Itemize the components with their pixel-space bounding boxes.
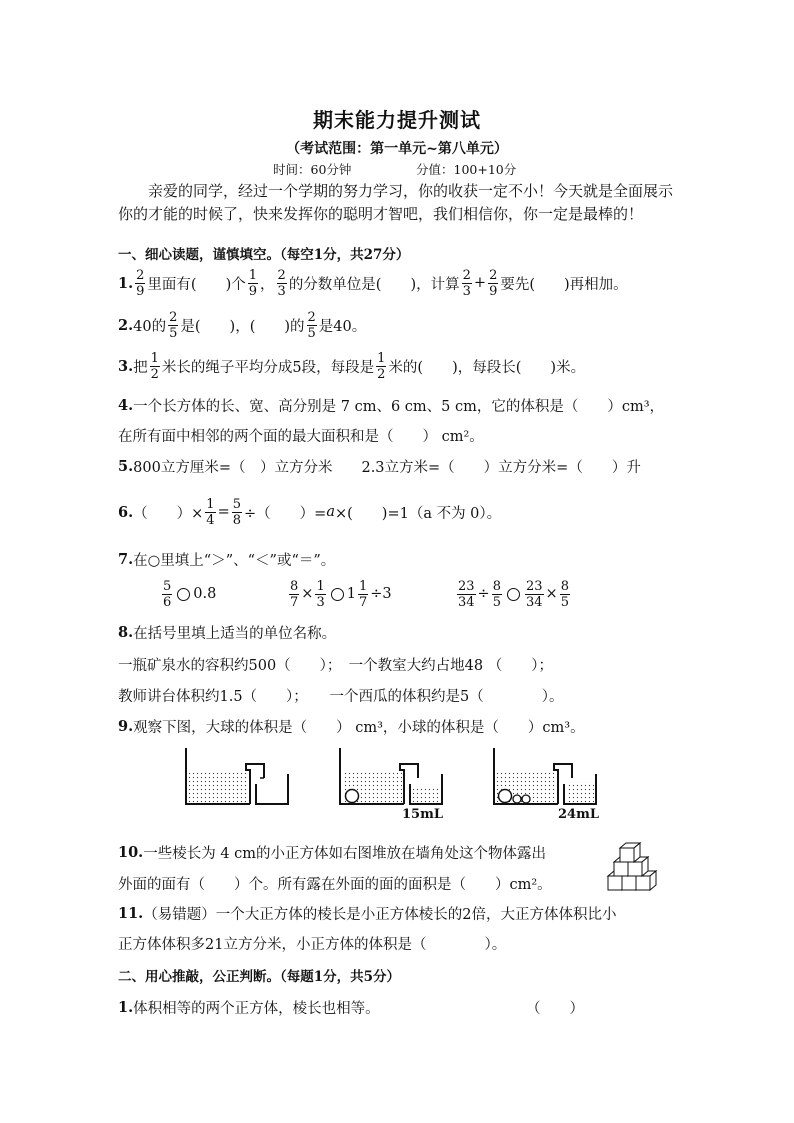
fraction: $\frac{8}{5}$ — [492, 578, 501, 610]
fraction: $\frac{1}{2}$ — [377, 350, 386, 382]
judgement-answer-paren: （ ） — [526, 1001, 584, 1017]
question-number: 11. — [118, 905, 144, 922]
question-10-line-2: 外面的面有（ ）个。所有露在外面的面的面积是（ ）cm²。 — [118, 877, 552, 893]
fraction: $\frac{23}{34}$ — [525, 578, 543, 610]
large-ball — [499, 790, 512, 803]
question-6 — [118, 492, 501, 532]
question-text: + — [473, 275, 487, 291]
water-beakers-figure — [180, 744, 610, 824]
page-title: 期末能力提升测试 — [313, 108, 481, 132]
compare-expression-3: $\frac{23}{34}$ ÷ $\frac{8}{5}$ $\frac{23}{34}$ × $\frac{8}{5}$ — [458, 578, 569, 610]
question-text: 是( )，( )的 — [180, 318, 305, 335]
question-number: 3. — [118, 357, 134, 375]
question-8-line-2: 教师讲台体积约1.5（ ）； 一个西瓜的体积约是5（ ）。 — [118, 689, 564, 705]
judgement-question-1 — [118, 997, 380, 1018]
large-ball — [346, 790, 359, 803]
fraction: $\frac{2}{9}$ — [136, 267, 145, 299]
question-1 — [118, 264, 628, 302]
question-9 — [118, 716, 585, 737]
compare-circle — [331, 588, 344, 601]
question-5 — [118, 456, 641, 477]
intro-paragraph: 亲爱的同学，经过一个学期的努力学习，你的收获一定不小！今天就是全面展示你的才能的时候了，快来发挥你的聪明才智吧，我们相信你，你一定是最棒的！ — [118, 182, 674, 223]
question-number: 1. — [118, 274, 134, 292]
question-text: 40的 — [133, 318, 167, 335]
compare-expression-1: $\frac{5}{6}$ 0.8 — [163, 578, 217, 610]
question-number: 1. — [118, 999, 134, 1016]
question-3 — [118, 347, 585, 385]
question-number: 9. — [118, 718, 134, 735]
fraction: $\frac{1}{3}$ — [316, 578, 325, 610]
variable-a: a — [326, 504, 335, 520]
question-8-line-1: 一瓶矿泉水的容积约500（ ）； 一个教室大约占地48 （ ）； — [118, 658, 553, 674]
stacked-cubes-figure — [600, 830, 670, 898]
question-text: 观察下图，大球的体积是（ ） cm³，小球的体积是（ ）cm³。 — [133, 720, 585, 736]
question-text: ÷（ ）= — [244, 505, 327, 522]
exam-time: 时间：60分钟 — [273, 162, 352, 177]
question-2 — [118, 306, 366, 344]
beaker-2-label: 15mL — [402, 807, 443, 822]
question-7 — [118, 549, 335, 570]
question-11-line-2: 正方体体积多21立方分米，小正方体的体积是（ ）。 — [118, 937, 507, 953]
question-number: 6. — [118, 503, 134, 521]
fraction: $\frac{1}{7}$ — [358, 578, 368, 610]
question-11-line-1 — [118, 903, 616, 924]
question-number: 10. — [118, 844, 144, 861]
beaker-3 — [494, 748, 596, 804]
small-ball — [522, 795, 530, 803]
question-text: ×( )=1（a 不为 0）。 — [334, 505, 502, 522]
beaker-2 — [340, 748, 442, 804]
question-text: 在○里填上“＞”、“＜”或“＝”。 — [133, 553, 336, 569]
exam-scope: （考试范围：第一单元~第八单元） — [286, 141, 508, 157]
fraction: $\frac{2}{9}$ — [489, 267, 498, 299]
question-text: 米的( )，每段长( )米。 — [388, 359, 586, 376]
question-number: 2. — [118, 316, 134, 334]
question-text: = — [217, 504, 230, 520]
question-8 — [118, 622, 336, 643]
fraction: $\frac{2}{5}$ — [169, 309, 178, 341]
question-4-line-1 — [118, 395, 664, 416]
question-text: （易错题）一个大正方体的棱长是小正方体棱长的2倍，大正方体体积比小 — [143, 907, 617, 923]
compare-expression-2: $\frac{8}{7}$ × $\frac{1}{3}$ 1 $\frac{1}{7}$ ÷3 — [290, 578, 392, 610]
section-1-heading: 一、细心读题，谨慎填空。（每空1分，共27分） — [118, 247, 410, 263]
question-text: 一个长方体的长、宽、高分别是 7 cm、6 cm、5 cm，它的体积是（ ）cm³， — [133, 399, 665, 415]
beaker-1 — [186, 748, 288, 804]
question-text: 是40。 — [318, 318, 367, 335]
compare-circle — [507, 588, 520, 601]
question-4-line-2: 在所有面中相邻的两个面的最大面积和是（ ） cm²。 — [118, 429, 484, 445]
question-text: 里面有( )个 — [147, 276, 246, 293]
fraction: $\frac{5}{8}$ — [232, 496, 242, 528]
beaker-3-label: 24mL — [558, 807, 599, 822]
cube — [620, 843, 640, 862]
question-text: 体积相等的两个正方体，棱长也相等。 — [133, 1001, 380, 1017]
fraction: $\frac{1}{9}$ — [248, 267, 258, 299]
fraction: $\frac{2}{5}$ — [307, 309, 316, 341]
fraction: $\frac{1}{2}$ — [150, 350, 159, 382]
question-10-line-1 — [118, 842, 546, 863]
fraction: $\frac{2}{3}$ — [277, 267, 286, 299]
question-text: 的分数单位是( )，计算 — [288, 276, 460, 293]
fraction: $\frac{8}{5}$ — [560, 578, 569, 610]
question-number: 8. — [118, 624, 134, 641]
section-2-heading: 二、用心推敲，公正判断。（每题1分，共5分） — [118, 969, 401, 985]
question-number: 4. — [118, 397, 134, 414]
question-text: （ ）× — [133, 505, 204, 522]
fraction: $\frac{8}{7}$ — [290, 578, 299, 610]
small-ball — [513, 795, 521, 803]
question-text: 米长的绳子平均分成5段，每段是 — [161, 359, 375, 376]
question-text: 800立方厘米=（ ）立方分米 2.3立方米=（ ）立方分米=（ ）升 — [133, 460, 641, 476]
fraction: $\frac{2}{3}$ — [462, 267, 471, 299]
fraction: $\frac{1}{4}$ — [206, 496, 215, 528]
question-text: 把 — [133, 359, 148, 376]
question-text: 在括号里填上适当的单位名称。 — [133, 626, 337, 642]
question-number: 7. — [118, 551, 134, 568]
exam-score: 分值：100+10分 — [416, 162, 517, 177]
fraction: $\frac{5}{6}$ — [163, 578, 172, 610]
question-text: 要先( )再相加。 — [500, 276, 628, 293]
question-number: 5. — [118, 458, 134, 475]
compare-circle — [177, 588, 190, 601]
fraction: $\frac{23}{34}$ — [458, 578, 475, 610]
question-text: ， — [260, 276, 275, 293]
question-text: 一些棱长为 4 cm的小正方体如右图堆放在墙角处这个物体露出 — [143, 846, 547, 862]
